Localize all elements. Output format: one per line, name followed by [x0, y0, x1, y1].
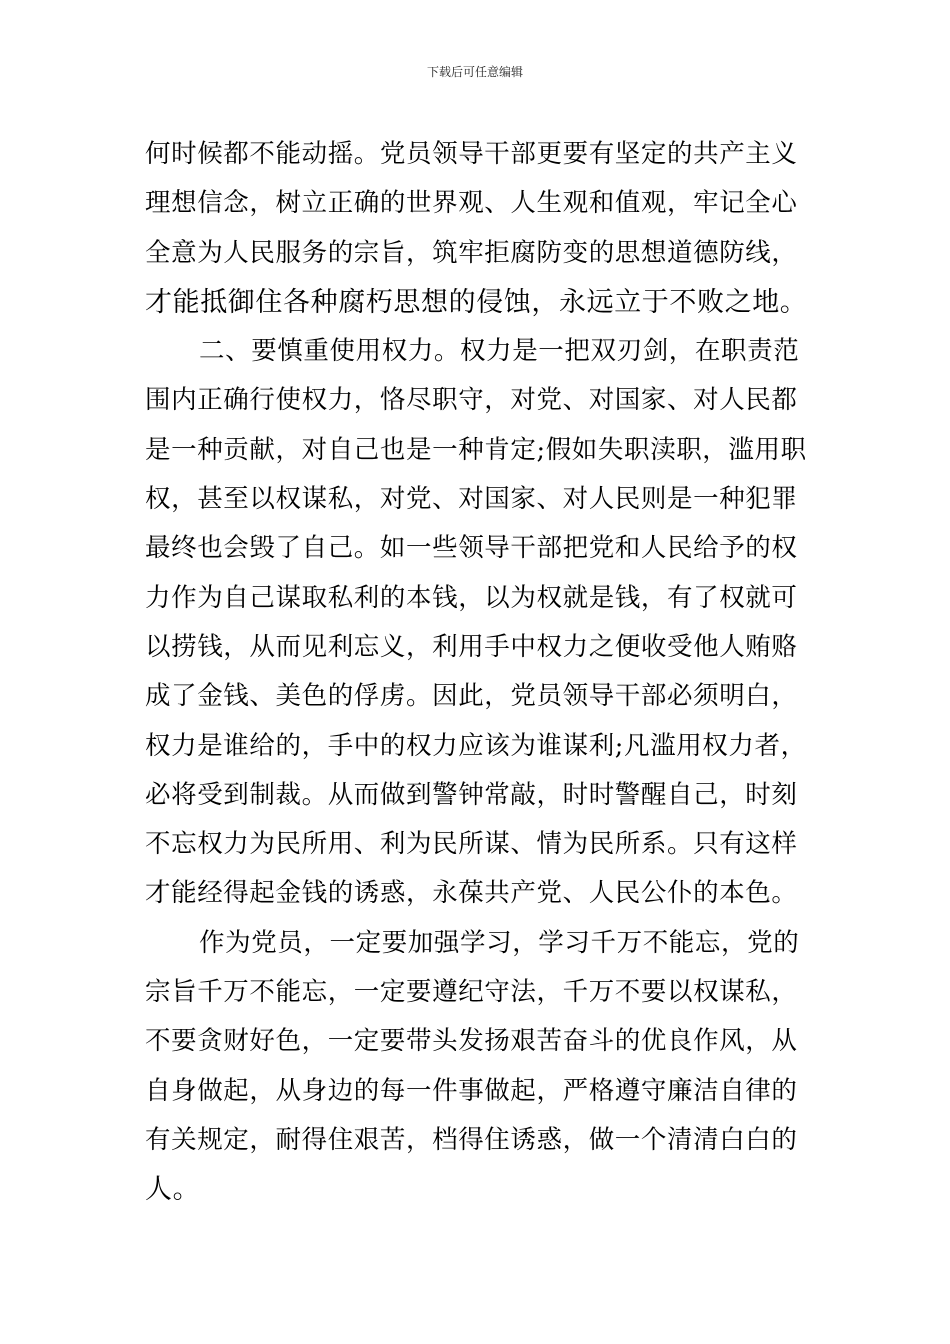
paragraph-start-line: 二、要慎重使用权力。权力是一把双刃剑，在职责范	[199, 336, 800, 367]
text-line: 力作为自己谋取私利的本钱，以为权就是钱，有了权就可	[145, 582, 798, 613]
text-line: 是一种贡献，对自己也是一种肯定;假如失职渎职，滥用职	[145, 434, 807, 465]
text-line: 宗旨千万不能忘，一定要遵纪守法，千万不要以权谋私，	[145, 977, 798, 1008]
text-line: 以捞钱，从而见利忘义，利用手中权力之便收受他人贿赂	[145, 631, 798, 662]
text-line: 不要贪财好色，一定要带头发扬艰苦奋斗的优良作风，从	[145, 1026, 798, 1057]
text-line: 权力是谁给的，手中的权力应该为谁谋利;凡滥用权力者，	[145, 730, 807, 761]
document-body	[145, 130, 807, 1215]
text-line: 自身做起，从身边的每一件事做起，严格遵守廉洁自律的	[145, 1075, 798, 1106]
text-line: 全意为人民服务的宗旨，筑牢拒腐防变的思想道德防线，	[145, 237, 798, 268]
text-line: 何时候都不能动摇。党员领导干部更要有坚定的共产主义	[145, 139, 798, 169]
text-line: 成了金钱、美色的俘虏。因此，党员领导干部必须明白，	[145, 681, 798, 712]
text-line: 权，甚至以权谋私，对党、对国家、对人民则是一种犯罪	[145, 484, 798, 515]
text-line: 围内正确行使权力，恪尽职守，对党、对国家、对人民都	[145, 385, 798, 416]
text-line: 有关规定，耐得住艰苦，档得住诱惑，做一个清清白白的	[145, 1124, 798, 1155]
paragraph-start-line: 作为党员，一定要加强学习，学习千万不能忘，党的	[199, 927, 800, 958]
text-line: 不忘权力为民所用、利为民所谋、情为民所系。只有这样	[145, 829, 798, 860]
text-line: 才能经得起金钱的诱惑，永葆共产党、人民公仆的本色。	[145, 878, 798, 909]
text-line: 必将受到制裁。从而做到警钟常敲，时时警醒自己，时刻	[145, 779, 798, 810]
text-line: 人。	[145, 1174, 201, 1206]
text-line: 最终也会毁了自己。如一些领导干部把党和人民给予的权	[145, 533, 798, 564]
text-line: 才能抵御住各种腐朽思想的侵蚀，永远立于不败之地。	[145, 286, 808, 318]
text-line: 理想信念，树立正确的世界观、人生观和值观，牢记全心	[145, 188, 798, 219]
page-header: 下载后可任意编辑	[426, 65, 523, 79]
